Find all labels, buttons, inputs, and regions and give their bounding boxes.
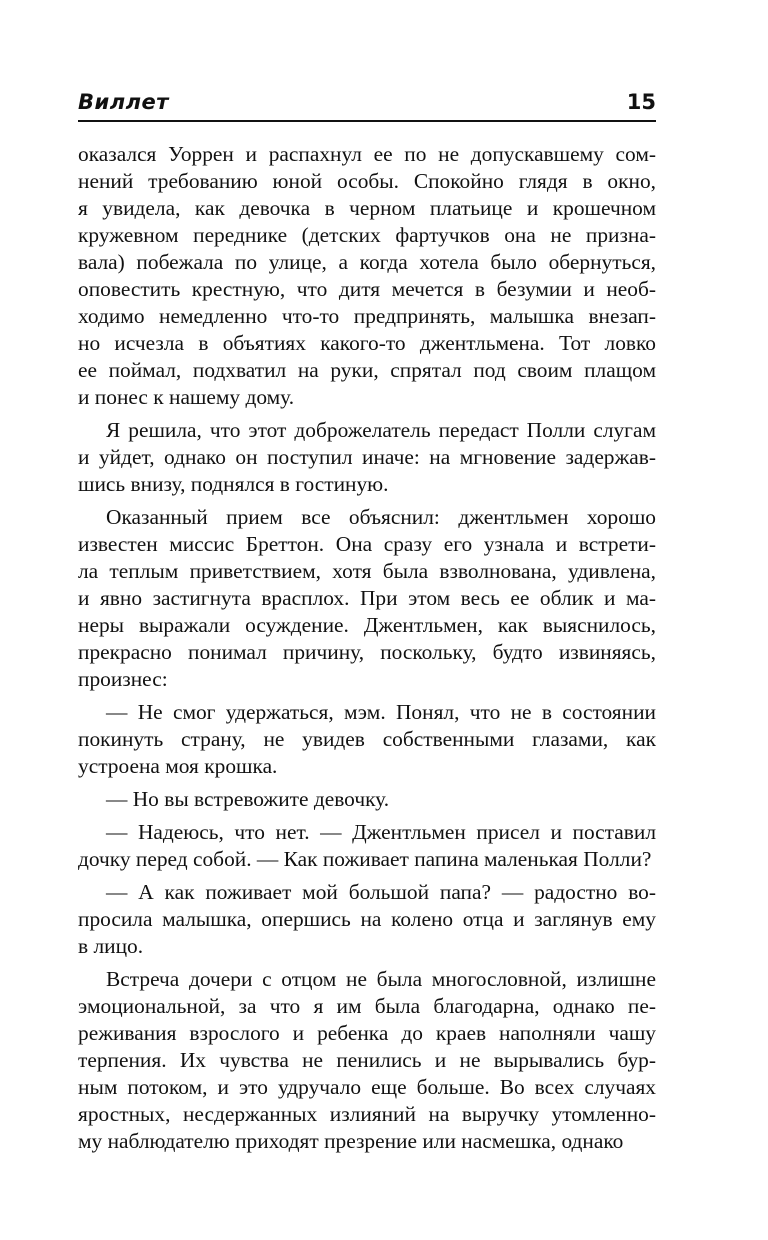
text-line: эмоциональной, за что я им была благодарна, однако пе- [78,994,656,1018]
text-line: вала) побежала по улице, а когда хотела было обернуться, [78,250,656,274]
text-line: дочку перед собой. — Как поживает папина маленькая Полли? [78,847,652,871]
paragraph [78,966,656,1155]
text-line: — Надеюсь, что нет. — Джентльмен присел и поставил [106,820,656,844]
page-number: 15 [626,90,656,114]
paragraph [78,417,656,498]
running-head [78,88,656,120]
text-line: терпения. Их чувства не пенились и не вырывались бур- [78,1048,656,1072]
text-line: нений требованию юной особы. Спокойно глядя в окно, [78,169,656,193]
body-text [78,141,656,1155]
text-line: ла теплым приветствием, хотя была взволнована, удивлена, [78,559,656,583]
text-line: прекрасно понимал причину, поскольку, будто извиняясь, [78,640,656,664]
text-line: — Не смог удержаться, мэм. Понял, что не в состоянии [106,700,656,724]
text-line: яростных, несдержанных излияний на выручку утомленно- [78,1102,656,1126]
text-line: — Но вы встревожите девочку. [106,787,390,811]
text-line: я увидела, как девочка в черном платьице и крошечном [78,196,656,220]
text-line: и явно застигнута врасплох. При этом весь ее облик и ма- [78,586,656,610]
text-line: и понес к нашему дому. [78,385,295,409]
paragraph [78,786,656,813]
paragraph [78,879,656,960]
header-rule [78,120,656,122]
text-line: но исчезла в объятиях какого-то джентльмена. Тот ловко [78,331,656,355]
text-line: в лицо. [78,934,144,958]
text-line: кружевном переднике (детских фартучков она не призна- [78,223,656,247]
paragraph [78,819,656,873]
text-line: му наблюдателю приходят презрение или насмешка, однако [78,1129,624,1153]
paragraph [78,504,656,693]
text-line: Встреча дочери с отцом не была многословной, излишне [106,967,656,991]
text-line: шись внизу, поднялся в гостиную. [78,472,389,496]
text-line: устроена моя крошка. [78,754,278,778]
paragraph [78,699,656,780]
text-line: неры выражали осуждение. Джентльмен, как выяснилось, [78,613,656,637]
text-line: Я решила, что этот доброжелатель передаст Полли слугам [106,418,656,442]
text-line: ее поймал, подхватил на руки, спрятал под своим плащом [78,358,656,382]
text-line: ным потоком, и это удручало еще больше. Во всех случаях [78,1075,656,1099]
text-line: оказался Уоррен и распахнул ее по не допускавшему сом- [78,142,656,166]
text-line: реживания взрослого и ребенка до краев наполняли чашу [78,1021,656,1045]
text-line: — А как поживает мой большой папа? — радостно во- [106,880,656,904]
text-line: произнес: [78,667,168,691]
text-line: покинуть страну, не увидев собственными глазами, как [78,727,656,751]
text-line: известен миссис Бреттон. Она сразу его узнала и встрети- [78,532,656,556]
text-line: оповестить крестную, что дитя мечется в безумии и необ- [78,277,656,301]
text-line: ходимо немедленно что-то предпринять, малышка внезап- [78,304,656,328]
text-line: просила малышка, опершись на колено отца и заглянув ему [78,907,656,931]
text-line: Оказанный прием все объяснил: джентльмен хорошо [106,505,656,529]
running-title: Виллет [78,90,169,114]
text-line: и уйдет, однако он поступил иначе: на мгновение задержав- [78,445,656,469]
paragraph [78,141,656,411]
